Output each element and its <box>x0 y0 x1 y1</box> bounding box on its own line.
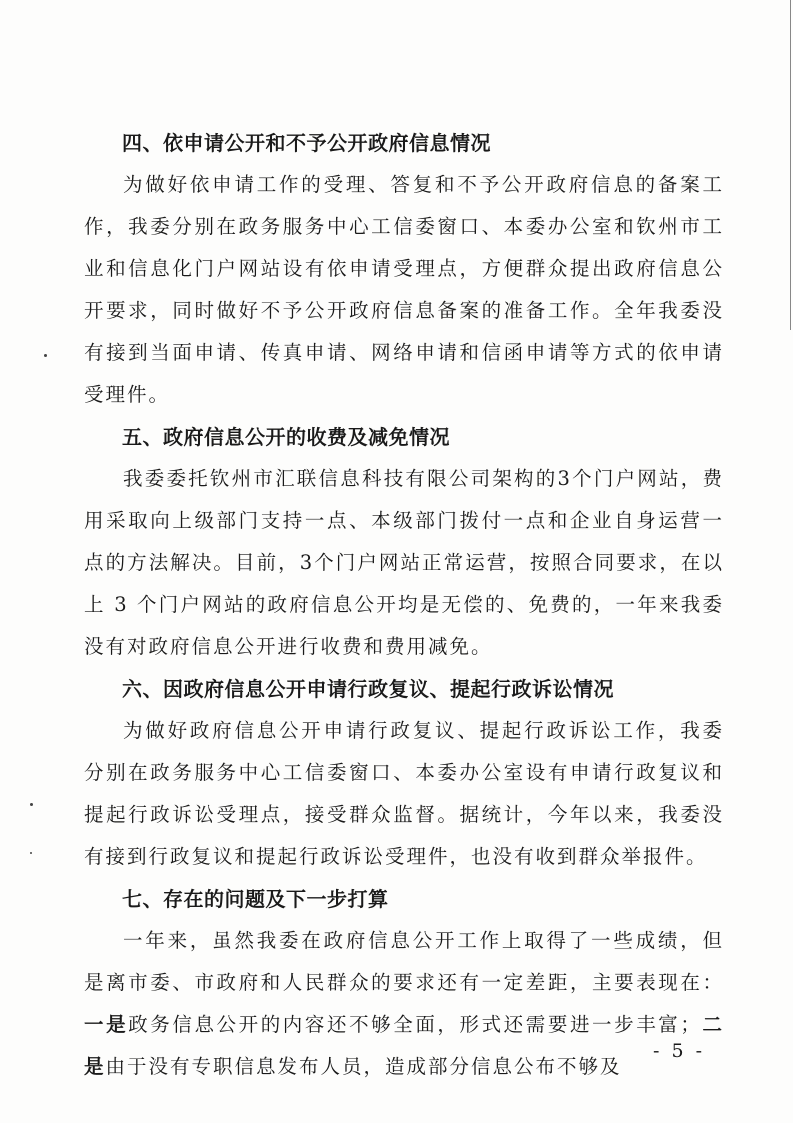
body-paragraph: 我委委托钦州市汇联信息科技有限公司架构的3个门户网站，费用采取向上级部门支持一点、本级部门拨付一点和企业自身运营一点的方法解决。目前，3个门户网站正常运营，按照合同要求，在以上 3 个门户网站的政府信息公开均是无偿的、免费的，一年来我委没有对政府信息公开进行收费和费用减免。 <box>84 467 724 658</box>
item-label-first: 一是 <box>84 1013 129 1036</box>
section-heading: 五、政府信息公开的收费及减免情况 <box>122 425 450 449</box>
section-heading: 六、因政府信息公开申请行政复议、提起行政诉讼情况 <box>122 677 614 701</box>
body-paragraph: 为做好依申请工作的受理、答复和不予公开政府信息的备案工作，我委分别在政务服务中心工信委窗口、本委办公室和钦州市工业和信息化门户网站设有依申请受理点，方便群众提出政府信息公开要求，同时做好不予公开政府信息备案的准备工作。全年我委没有接到当面申请、传真申请、网络申请和信函申请等方式的依申请受理件。 <box>84 173 724 406</box>
item-label-second: 二是 <box>84 1013 724 1078</box>
document-body <box>84 122 724 1088</box>
page-number: - 5 - <box>653 1040 706 1062</box>
section-heading: 四、依申请公开和不予公开政府信息情况 <box>122 131 491 155</box>
scan-edge-line <box>790 0 791 330</box>
body-paragraph: 为做好政府信息公开申请行政复议、提起行政诉讼工作，我委分别在政务服务中心工信委窗口、本委办公室设有申请行政复议和提起行政诉讼受理点，接受群众监督。据统计，今年以来，我委没有接到行政复议和提起行政诉讼受理件，也没有收到群众举报件。 <box>84 719 724 868</box>
item-text-second: 由于没有专职信息发布人员，造成部分信息公布不够及 <box>105 1055 622 1078</box>
section-heading: 七、存在的问题及下一步打算 <box>122 887 389 911</box>
body-paragraph-issues <box>84 920 724 1088</box>
scan-speck <box>44 354 47 357</box>
item-text-first: 政务信息公开的内容还不够全面，形式还需要进一步丰富； <box>128 1013 702 1036</box>
issues-intro: 一年来，虽然我委在政府信息公开工作上取得了一些成绩，但是离市委、市政府和人民群众的要求还有一定差距，主要表现在： <box>84 929 724 994</box>
scan-speck <box>30 803 33 806</box>
scan-speck <box>30 852 32 854</box>
